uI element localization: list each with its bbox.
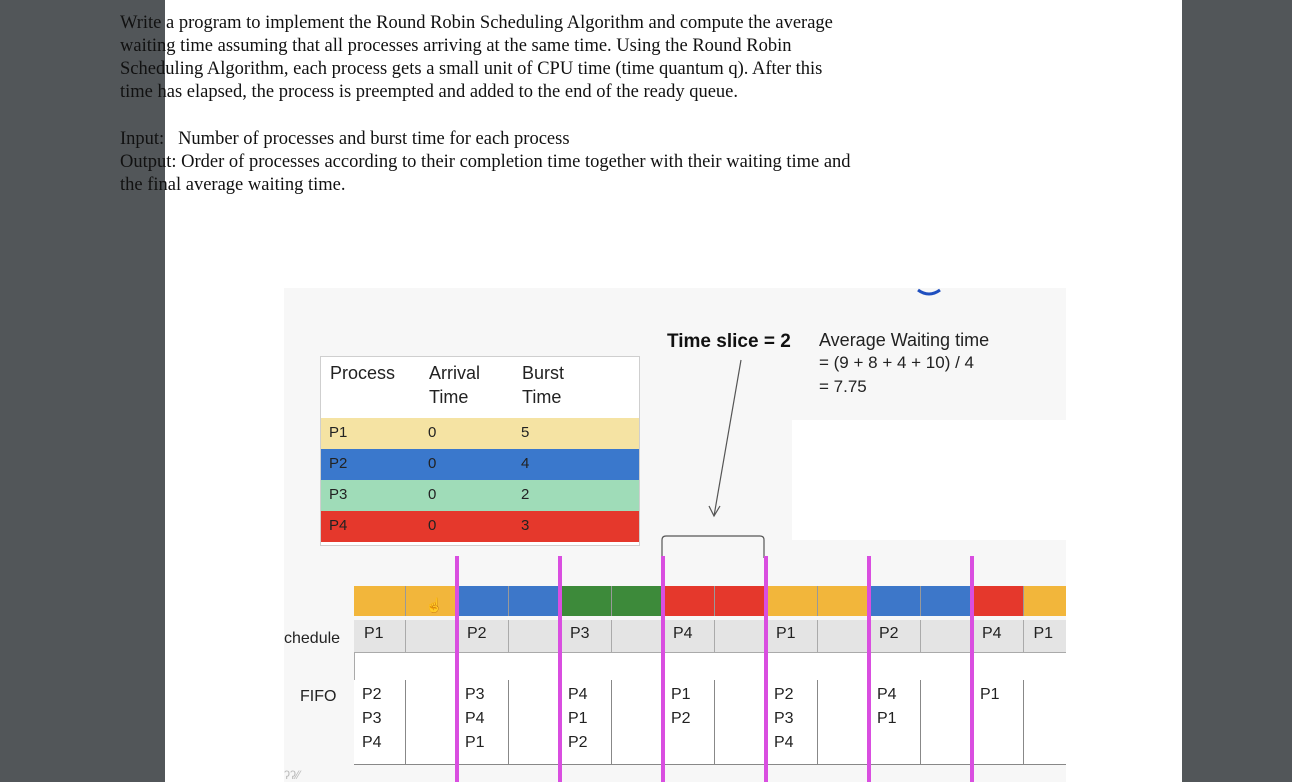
- input-line: Input: Number of processes and burst time for each process: [120, 129, 570, 149]
- cell-arrival: 0: [428, 424, 437, 441]
- fifo-entry: P1: [980, 686, 1000, 703]
- header-process: Process: [330, 363, 396, 383]
- statement-line: time has elapsed, the process is preempted and added to the end of the ready queue.: [120, 82, 738, 102]
- schedule-process: P4: [982, 625, 1002, 642]
- fifo-entry: P2: [362, 686, 382, 703]
- fifo-column: [715, 680, 767, 764]
- io-description: [120, 128, 901, 197]
- fifo-entry: P4: [465, 710, 485, 727]
- statement-line: waiting time assuming that all processes arriving at the same time. Using the Round Robin: [120, 36, 792, 56]
- time-slice-marker: [970, 556, 974, 782]
- avg-wait-title: Average Waiting time: [819, 330, 990, 350]
- table-row: [321, 449, 639, 480]
- header-arrival: Arrival: [429, 363, 481, 383]
- schedule-process: P2: [467, 625, 487, 642]
- timeline-slot: [663, 586, 715, 616]
- schedule-cell: [972, 620, 1024, 653]
- fifo-entry: P4: [774, 734, 794, 751]
- fifo-column: [1024, 680, 1067, 764]
- schedule-cell: [457, 620, 509, 653]
- cell-burst: 2: [521, 486, 530, 503]
- timeline-slot: [560, 586, 612, 616]
- schedule-process: P3: [570, 625, 590, 642]
- cell-burst: 3: [521, 517, 530, 534]
- fifo-entry: P3: [362, 710, 382, 727]
- schedule-label: chedule: [284, 630, 341, 647]
- schedule-process: P2: [879, 625, 899, 642]
- statement-line: Scheduling Algorithm, each process gets a small unit of CPU time (time quantum q). After this: [120, 59, 823, 79]
- schedule-cell: [715, 620, 767, 653]
- time-slice-marker: [867, 556, 871, 782]
- table-row: [321, 418, 639, 449]
- fifo-entry: P2: [774, 686, 794, 703]
- fifo-entry: P3: [774, 710, 794, 727]
- time-slice-marker: [764, 556, 768, 782]
- fifo-column: [457, 680, 509, 764]
- cell-process: P2: [329, 455, 348, 472]
- table-row: [321, 480, 639, 511]
- cell-process: P4: [329, 517, 348, 534]
- fifo-entry: P1: [568, 710, 588, 727]
- fifo-entry: P4: [877, 686, 897, 703]
- fifo-column: [869, 680, 921, 764]
- fifo-column: [972, 680, 1024, 764]
- schedule-cell: [818, 620, 870, 653]
- timeline-slot: [921, 586, 973, 616]
- schedule-cell: [921, 620, 973, 653]
- fifo-column: [921, 680, 973, 764]
- timeline-slot: [972, 586, 1024, 616]
- avg-wait-result: = 7.75: [819, 377, 867, 396]
- fifo-entry: P4: [362, 734, 382, 751]
- cell-burst: 5: [521, 424, 530, 441]
- schedule-cell: [509, 620, 561, 653]
- fifo-column: [560, 680, 612, 764]
- schedule-cell: [354, 620, 406, 653]
- cell-arrival: 0: [428, 517, 437, 534]
- empty-row: [354, 652, 1066, 682]
- timeline-slot: [766, 586, 818, 616]
- timeline-slot: [457, 586, 509, 616]
- schedule-cell: [663, 620, 715, 653]
- header-burst: Burst: [522, 363, 565, 383]
- schedule-cell: [406, 620, 458, 653]
- schedule-cell: [1024, 620, 1067, 653]
- schedule-cell: [612, 620, 664, 653]
- fifo-column: [406, 680, 458, 764]
- schedule-cell: [766, 620, 818, 653]
- timeline-slot: [818, 586, 870, 616]
- fifo-column: [766, 680, 818, 764]
- cell-arrival: 0: [428, 486, 437, 503]
- hand-cursor-icon: ☝: [425, 599, 443, 614]
- watermark-icon: ʔʔ⁄⁄: [284, 768, 301, 782]
- header-arrival-time: Time: [429, 387, 469, 407]
- cell-process: P3: [329, 486, 348, 503]
- fifo-column: [354, 680, 406, 764]
- fifo-entry: P4: [568, 686, 588, 703]
- fifo-entry: P3: [465, 686, 485, 703]
- header-burst-time: Time: [522, 387, 562, 407]
- fifo-entry: P2: [671, 710, 691, 727]
- schedule-process: P1: [776, 625, 796, 642]
- cell-process: P1: [329, 424, 348, 441]
- timeline-slot: [869, 586, 921, 616]
- time-slice-marker: [455, 556, 459, 782]
- time-slice-label: Time slice = 2: [667, 331, 791, 352]
- time-slice-marker: [661, 556, 665, 782]
- fifo-label: FIFO: [300, 688, 337, 705]
- problem-statement: [120, 12, 901, 104]
- avg-wait-formula: = (9 + 8 + 4 + 10) / 4: [819, 353, 974, 372]
- cell-burst: 4: [521, 455, 530, 472]
- output-line: Output: Order of processes according to their completion time together with their waiting time and: [120, 152, 851, 172]
- schedule-cell: [560, 620, 612, 653]
- fifo-column: [612, 680, 664, 764]
- output-line: the final average waiting time.: [120, 175, 346, 195]
- statement-line: Write a program to implement the Round Robin Scheduling Algorithm and compute the average: [120, 13, 833, 33]
- timeline-slot: [1024, 586, 1067, 616]
- fifo-entry: P1: [877, 710, 897, 727]
- fifo-bottom-line: [354, 764, 1066, 765]
- timeline-slot: [509, 586, 561, 616]
- fifo-entry: P2: [568, 734, 588, 751]
- time-slice-marker: [558, 556, 562, 782]
- schedule-process: P1: [364, 625, 384, 642]
- fifo-column: [663, 680, 715, 764]
- timeline-slot: [354, 586, 406, 616]
- table-row: [321, 511, 639, 542]
- schedule-cell: [869, 620, 921, 653]
- schedule-process: P4: [673, 625, 693, 642]
- fifo-column: [509, 680, 561, 764]
- round-robin-figure: [284, 288, 1066, 782]
- fifo-entry: P1: [465, 734, 485, 751]
- cell-arrival: 0: [428, 455, 437, 472]
- fifo-entry: P1: [671, 686, 691, 703]
- fifo-column: [818, 680, 870, 764]
- schedule-process: P1: [1033, 625, 1054, 642]
- timeline-slot: [715, 586, 767, 616]
- timeline-slot: [612, 586, 664, 616]
